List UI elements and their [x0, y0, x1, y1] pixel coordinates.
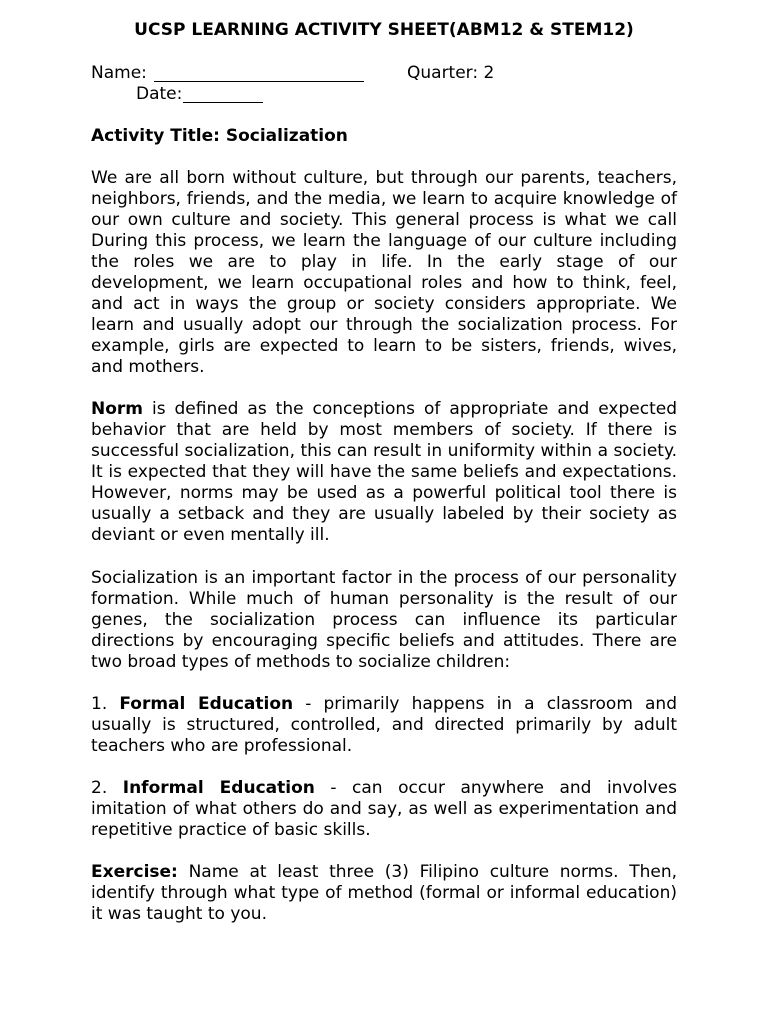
informal-number: 2. — [91, 778, 123, 798]
norm-text: is defined as the conceptions of appropriate and expected behavior that are held by most members of society. If there is successful socialization, this can result in uniformity within a society. It is expected that they will have the same beliefs and expectations. However, norms may be used as a powerful political tool there is usually a setback and they are usually labeled by their society as deviant or even mentally ill. — [91, 399, 677, 545]
exercise-term: Exercise: — [91, 862, 178, 882]
informal-education-paragraph — [91, 778, 677, 841]
date-blank-line — [183, 84, 263, 103]
formal-text: - primarily happens in a classroom and usually is structured, controlled, and directed primarily by adult teachers who are professional. — [91, 694, 677, 756]
activity-title: Activity Title: Socialization — [91, 126, 348, 146]
formal-education-paragraph — [91, 694, 677, 757]
exercise-text: Name at least three (3) Filipino culture norms. Then, identify through what type of method (formal or informal education) it was taught to you. — [91, 862, 677, 924]
quarter-label: Quarter: 2 — [407, 63, 495, 83]
formal-number: 1. — [91, 694, 120, 714]
personality-paragraph: Socialization is an important factor in the process of our personality formation. While much of human personality is the result of our genes, the socialization process can influence its particular directions by encouraging specific beliefs and attitudes. There are two broad types of methods to socialize children: — [91, 568, 677, 672]
name-label: Name: — [91, 63, 147, 83]
name-blank-line — [154, 63, 364, 82]
intro-paragraph: We are all born without culture, but through our parents, teachers, neighbors, friends, and the media, we learn to acquire knowledge of our own culture and society. This general process is what we call During this process, we learn the language of our culture including the roles we are to play in life. In the early stage of our development, we learn occupational roles and how to think, feel, and act in ways the group or society considers appropriate. We learn and usually adopt our through the socialization process. For example, girls are expected to learn to be sisters, friends, wives, and mothers. — [91, 168, 677, 377]
informal-term: Informal Education — [122, 778, 315, 798]
norm-paragraph — [91, 399, 677, 546]
date-label: Date: — [136, 84, 183, 104]
norm-term: Norm — [91, 399, 144, 419]
exercise-paragraph — [91, 862, 677, 925]
sheet-heading: UCSP LEARNING ACTIVITY SHEET(ABM12 & STEM12) — [134, 20, 634, 40]
name-row — [91, 63, 691, 84]
informal-text: - can occur anywhere and involves imitation of what others do and say, as well as experimentation and repetitive practice of basic skills. — [91, 778, 677, 840]
formal-term: Formal Education — [119, 694, 294, 714]
